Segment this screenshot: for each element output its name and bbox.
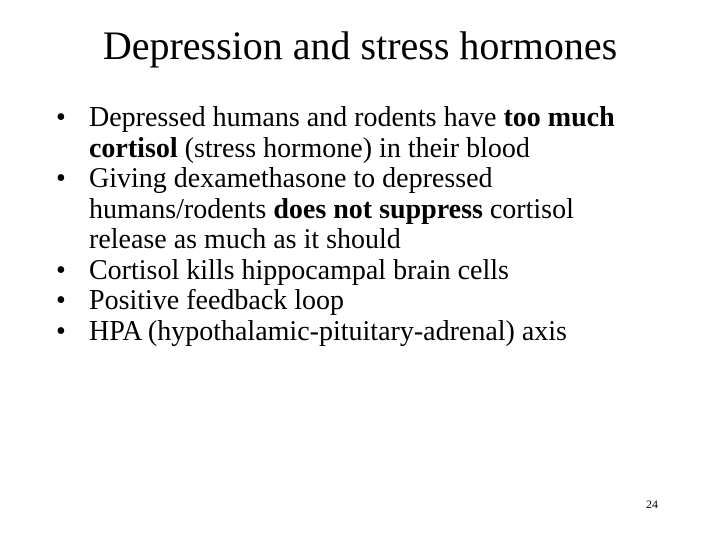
slide-title: Depression and stress hormones — [102, 23, 618, 68]
bullet-item — [56, 317, 656, 348]
bullet-text: Giving dexamethasone to depressed humans/rodents — [89, 163, 493, 225]
bullet-emphasis: does not suppress — [273, 193, 483, 225]
bullet-text: (stress hormone) in their blood — [177, 132, 530, 164]
bullet-icon: • — [56, 102, 66, 133]
bullet-icon: • — [56, 315, 66, 347]
bullet-item — [56, 103, 656, 164]
bullet-icon: • — [56, 285, 66, 316]
bullet-list — [56, 103, 656, 347]
bullet-item — [56, 164, 656, 256]
bullet-item — [56, 286, 656, 317]
bullet-emphasis: too much cortisol — [89, 102, 615, 164]
bullet-icon: • — [56, 254, 66, 286]
bullet-text: cortisol release as much as it should — [89, 193, 574, 255]
bullet-icon: • — [56, 163, 66, 194]
bullet-text: Cortisol kills hippocampal brain cells — [89, 254, 509, 286]
page-number: 24 — [646, 497, 658, 511]
bullet-text: HPA (hypothalamic-pituitary-adrenal) axis — [89, 315, 567, 347]
bullet-text: Positive feedback loop — [89, 285, 345, 316]
bullet-item — [56, 256, 656, 287]
bullet-text: Depressed humans and rodents have — [89, 102, 504, 133]
